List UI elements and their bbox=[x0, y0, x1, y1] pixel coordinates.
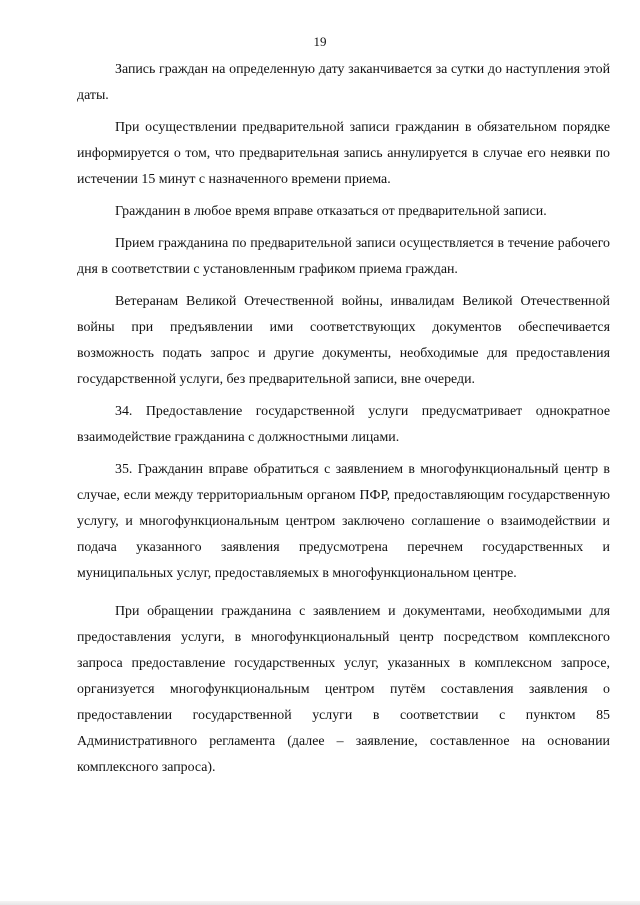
page-number: 19 bbox=[313, 34, 327, 49]
paragraph-refusal: Гражданин в любое время вправе отказаться от предварительной записи. bbox=[115, 204, 547, 219]
paragraph-reception-schedule: Прием гражданина по предварительной записи осуществляется в течение рабочего дня в соответствии с установленным графиком приема граждан. bbox=[77, 236, 610, 277]
paragraph-veterans: Ветеранам Великой Отечественной войны, инвалидам Великой Отечественной войны при предъявлении ими соответствующих документов обеспечивается возможность подать запрос и другие документы, необходимые для предоставления государственной услуги, без предварительной записи, вне очереди. bbox=[77, 294, 610, 387]
paragraph-item-35: 35. Гражданин вправе обратиться с заявлением в многофункциональный центр в случае, если между территориальным органом ПФР, предоставляющим государственную услугу, и многофункциональным центром заключено соглашение о взаимодействии и подача указанного заявления предусмотрена перечнем государственных и муниципальных услуг, предоставляемых в многофункциональном центре. bbox=[77, 462, 610, 581]
paragraph-record-deadline: Запись граждан на определенную дату заканчивается за сутки до наступления этой даты. bbox=[77, 62, 610, 103]
paragraph-item-34: 34. Предоставление государственной услуги предусматривает однократное взаимодействие гражданина с должностными лицами. bbox=[77, 404, 610, 445]
scan-edge bbox=[0, 901, 640, 905]
paragraph-record-cancellation: При осуществлении предварительной записи гражданин в обязательном порядке информируется о том, что предварительная запись аннулируется в случае его неявки по истечении 15 минут с назначенного времени приема. bbox=[77, 120, 610, 187]
document-body bbox=[77, 57, 610, 781]
paragraph-complex-request: При обращении гражданина с заявлением и документами, необходимыми для предоставления услуги, в многофункциональный центр посредством комплексного запроса предоставление государственных услуг, указанных в комплексном запросе, организуется многофункциональным центром путём составления заявления о предоставлении государственной услуги в соответствии с пунктом 85 Административного регламента (далее – заявление, составленное на основании комплексного запроса). bbox=[77, 604, 610, 775]
